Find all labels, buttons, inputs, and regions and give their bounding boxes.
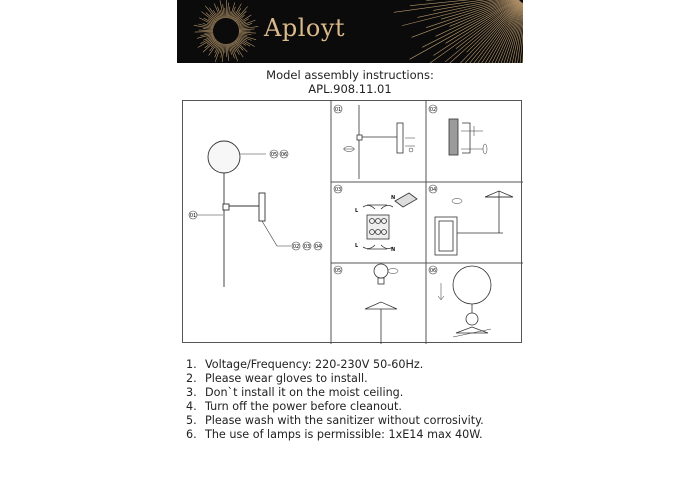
list-text: Don`t install it on the moist ceiling. xyxy=(205,386,404,400)
wire-label-neutral: N xyxy=(391,247,396,253)
callout-label: 06 xyxy=(280,152,288,158)
list-number: 4. xyxy=(186,400,197,414)
callout-globe xyxy=(270,150,288,158)
list-number: 6. xyxy=(186,428,197,442)
list-item xyxy=(186,386,484,400)
callout-label: 01 xyxy=(189,213,197,219)
wire-label-neutral: N xyxy=(391,195,396,201)
wire-label-live: L xyxy=(355,208,359,214)
step-4-illustration xyxy=(435,191,513,255)
list-number: 3. xyxy=(186,386,197,400)
step-badge-4: 04 xyxy=(429,187,437,193)
list-item xyxy=(186,428,484,442)
list-item xyxy=(186,414,484,428)
step-2-illustration xyxy=(449,119,487,155)
step-badge-6: 06 xyxy=(429,268,437,274)
step-3-illustration xyxy=(363,193,417,249)
step-badge-2: 02 xyxy=(429,107,437,113)
list-item xyxy=(186,400,484,414)
instructions-list xyxy=(186,358,484,443)
callout-label: 02 xyxy=(292,244,300,250)
lamp-overview xyxy=(191,141,291,287)
step-badge-5: 05 xyxy=(334,268,342,274)
callout-label: 03 xyxy=(303,244,311,250)
list-text: Voltage/Frequency: 220-230V 50-60Hz. xyxy=(205,358,424,371)
assembly-diagram xyxy=(182,100,522,343)
step-5-illustration xyxy=(365,264,398,344)
callout-mount xyxy=(292,242,322,250)
callout-label: 05 xyxy=(270,152,278,158)
sunburst-graphic xyxy=(177,0,523,63)
list-item xyxy=(186,372,484,386)
model-number: APL.908.11.01 xyxy=(308,82,392,96)
brand-logo: Aployt xyxy=(264,14,346,42)
step-6-illustration xyxy=(438,266,491,337)
step-badge-3: 03 xyxy=(334,187,342,193)
wire-label-live: L xyxy=(355,243,359,249)
callout-rod xyxy=(189,211,197,219)
list-item xyxy=(186,358,484,372)
list-text: Please wash with the sanitizer without corrosivity. xyxy=(205,414,484,428)
list-text: Turn off the power before cleanout. xyxy=(205,400,402,414)
list-number: 2. xyxy=(186,372,197,386)
list-number: 1. xyxy=(186,358,197,371)
list-text: The use of lamps is permissible: 1xE14 max 40W. xyxy=(205,428,483,442)
callout-label: 04 xyxy=(314,244,322,250)
list-number: 5. xyxy=(186,414,197,428)
brand-banner xyxy=(177,0,523,63)
page-title: Model assembly instructions: xyxy=(266,68,434,82)
step-1-illustration xyxy=(343,105,415,179)
step-badge-1: 01 xyxy=(334,107,342,113)
list-text: Please wear gloves to install. xyxy=(205,372,368,386)
